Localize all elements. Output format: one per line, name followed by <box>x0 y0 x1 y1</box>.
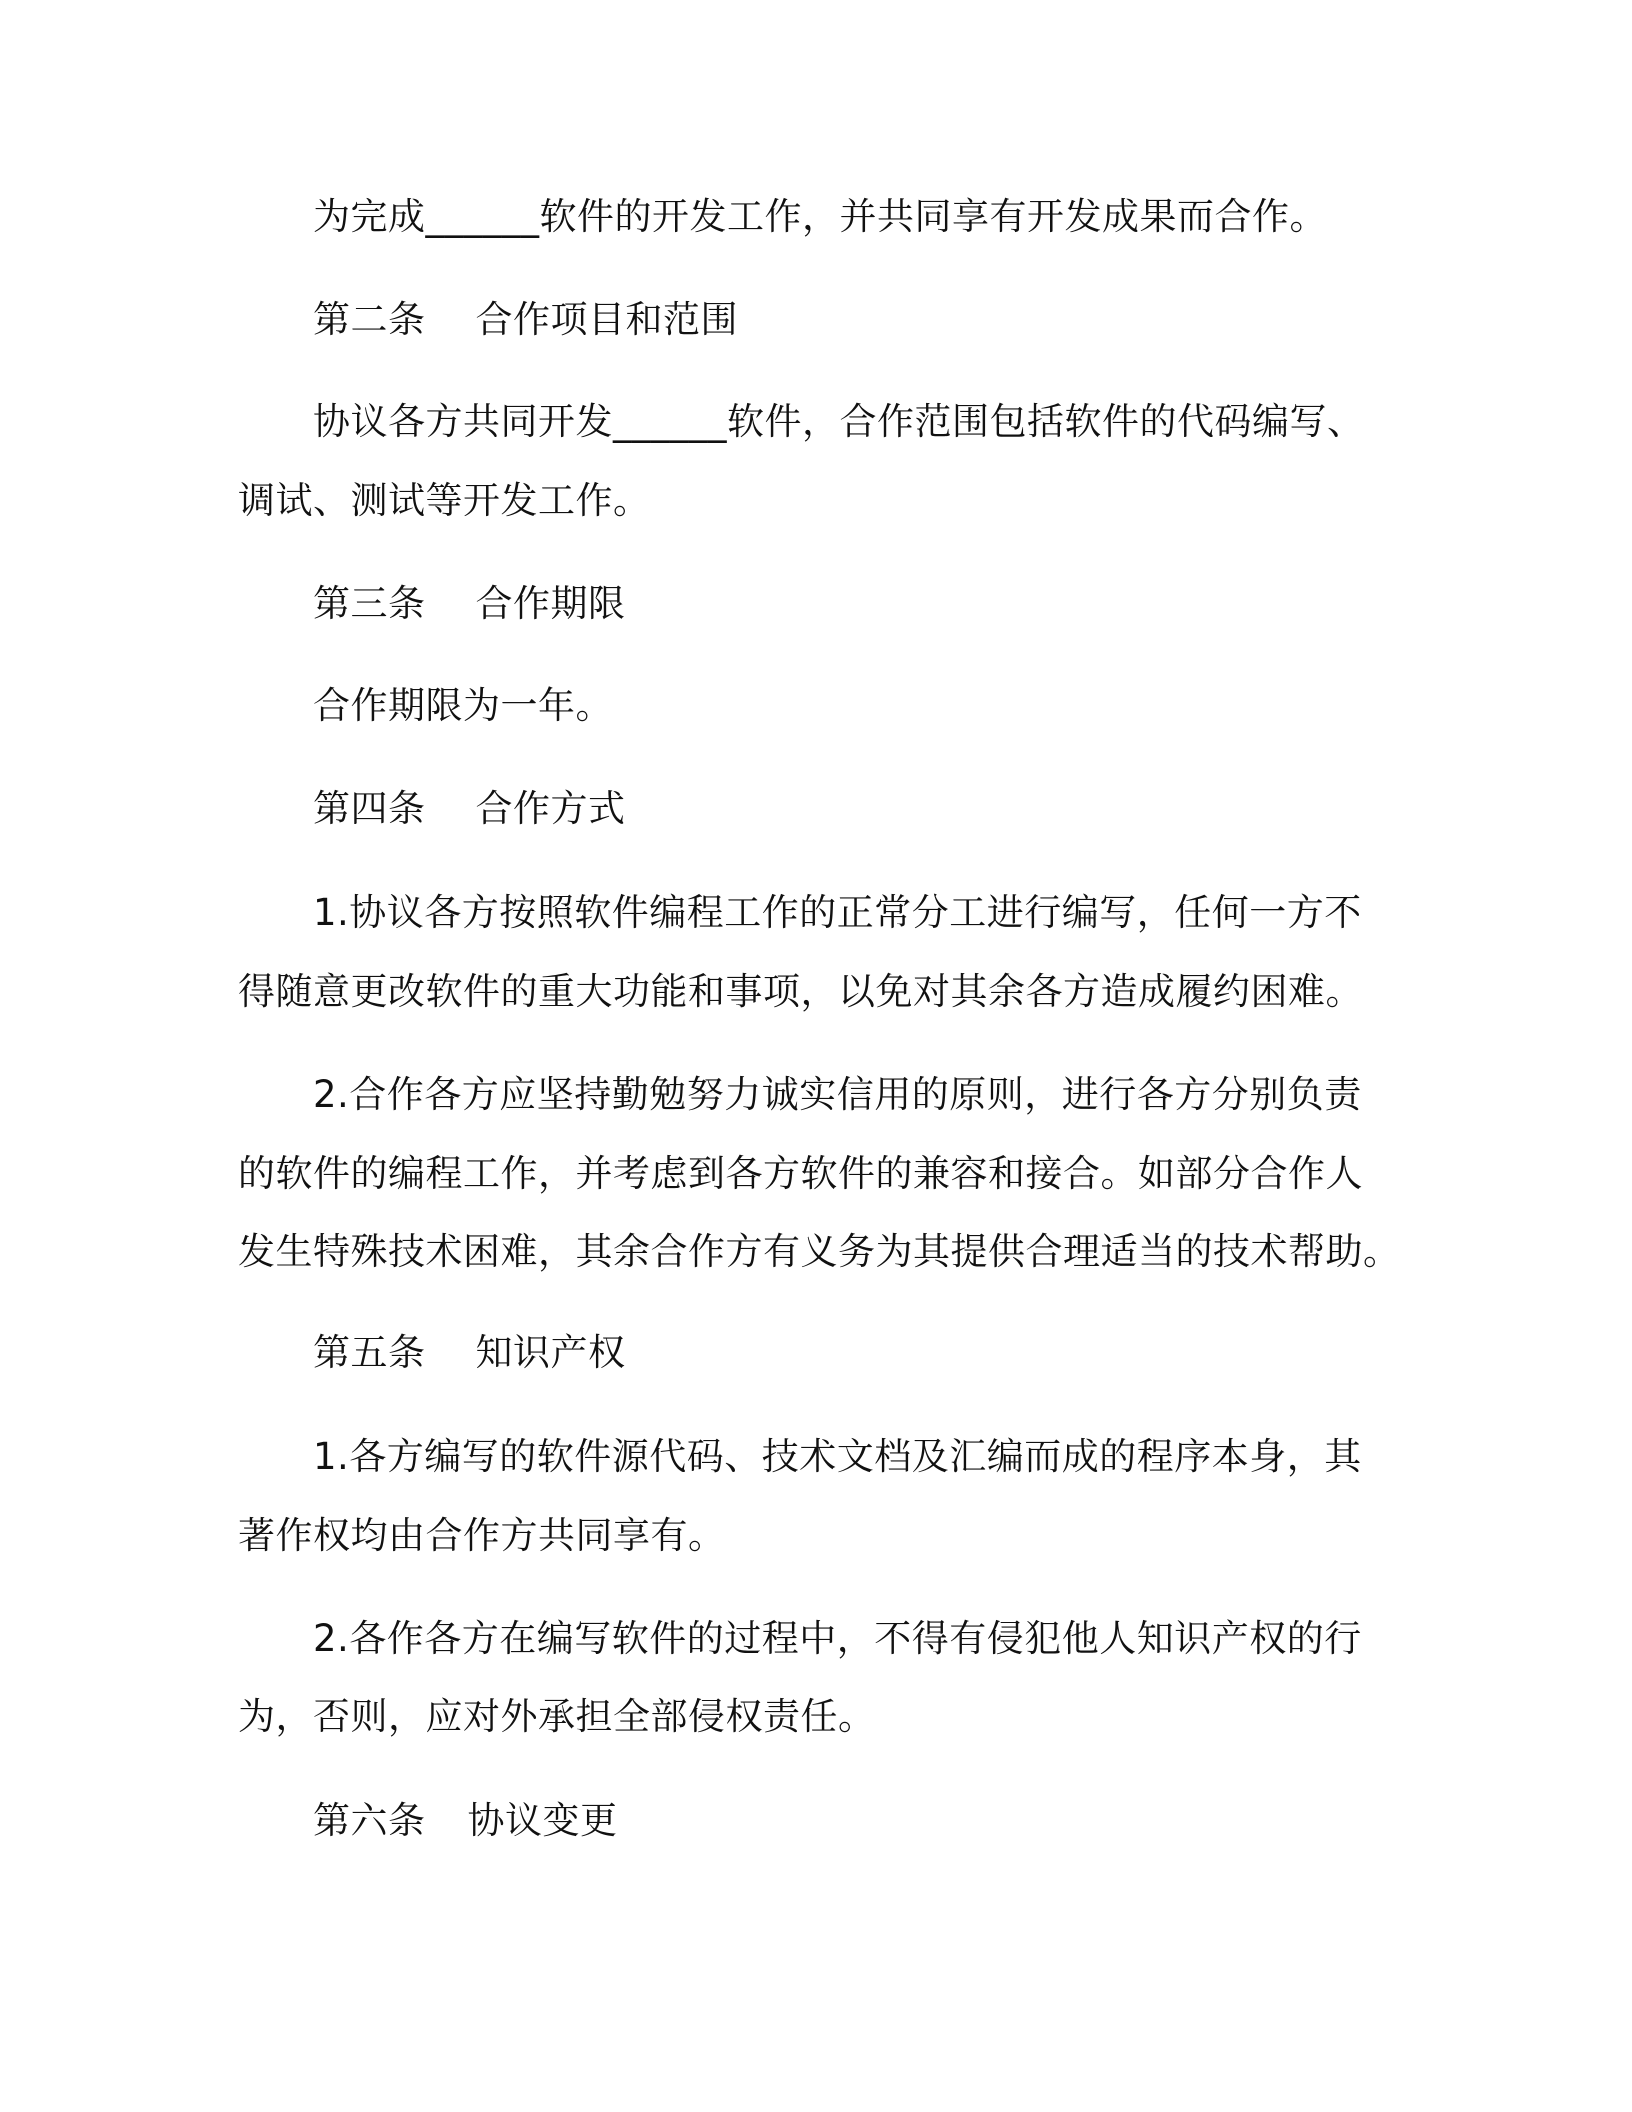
paragraph-art2-line2: 调试、测试等开发工作。 <box>238 479 651 522</box>
article-6-number: 第六条 <box>313 1799 426 1842</box>
article-6-heading <box>313 1797 618 1845</box>
paragraph-art5-2-line1: 2.各作各方在编写软件的过程中，不得有侵犯他人知识产权的行 <box>313 1617 1362 1660</box>
article-2-heading <box>313 296 738 344</box>
article-2-title: 合作项目和范围 <box>475 298 738 341</box>
paragraph-art4-2-line2: 的软件的编程工作，并考虑到各方软件的兼容和接合。如部分合作人 <box>238 1152 1363 1195</box>
paragraph-art3: 合作期限为一年。 <box>313 684 613 727</box>
article-4-title: 合作方式 <box>475 787 626 830</box>
paragraph-art5-1-line1: 1.各方编写的软件源代码、技术文档及汇编而成的程序本身，其 <box>313 1435 1362 1478</box>
paragraph-art2-line1: 协议各方共同开发______软件，合作范围包括软件的代码编写、 <box>313 400 1365 443</box>
paragraph-art5-2-line2: 为，否则，应对外承担全部侵权责任。 <box>238 1695 876 1738</box>
paragraph-art4-1-line1: 1.协议各方按照软件编程工作的正常分工进行编写，任何一方不 <box>313 891 1362 934</box>
article-4-heading <box>313 785 626 833</box>
article-3-heading <box>313 580 626 628</box>
paragraph-art1-tail: 为完成______软件的开发工作，并共同享有开发成果而合作。 <box>313 195 1327 238</box>
article-5-heading <box>313 1329 626 1377</box>
paragraph-art4-2-line1: 2.合作各方应坚持勤勉努力诚实信用的原则，进行各方分别负责 <box>313 1073 1362 1116</box>
article-3-number: 第三条 <box>313 582 426 625</box>
paragraph-art4-2-line3: 发生特殊技术困难，其余合作方有义务为其提供合理适当的技术帮助。 <box>238 1230 1401 1273</box>
article-4-number: 第四条 <box>313 787 426 830</box>
article-6-title: 协议变更 <box>467 1799 618 1842</box>
paragraph-art5-1-line2: 著作权均由合作方共同享有。 <box>238 1514 726 1557</box>
article-2-number: 第二条 <box>313 298 426 341</box>
article-5-number: 第五条 <box>313 1331 426 1374</box>
paragraph-art4-1-line2: 得随意更改软件的重大功能和事项，以免对其余各方造成履约困难。 <box>238 970 1363 1013</box>
article-5-title: 知识产权 <box>475 1331 626 1374</box>
article-3-title: 合作期限 <box>475 582 626 625</box>
